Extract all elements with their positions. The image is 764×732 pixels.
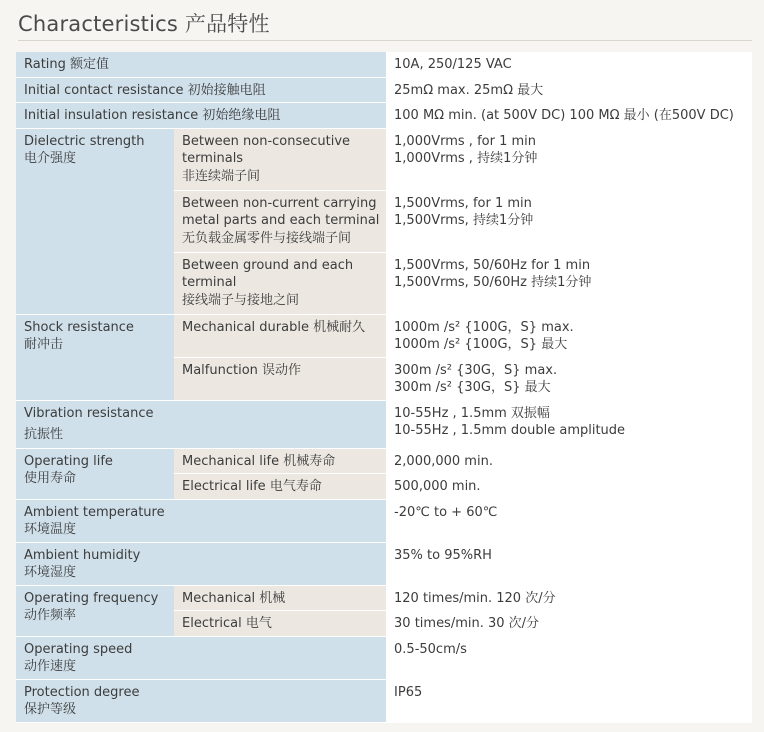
- rating-label: Rating 额定值: [16, 52, 386, 77]
- sub-label-line: Between ground and each: [182, 257, 354, 273]
- table-row: [16, 314, 752, 357]
- vibration-resistance-label: [16, 400, 386, 448]
- dielectric-sub-value: [386, 128, 752, 190]
- characteristics-table: [16, 52, 752, 723]
- life-sub-value: 2,000,000 min.: [386, 448, 752, 474]
- table-row: [16, 52, 752, 77]
- value-line: 1,500Vrms, 持续1分钟: [394, 213, 534, 228]
- value-line: 1,000Vrms , for 1 min: [394, 133, 536, 149]
- table-row: [16, 77, 752, 103]
- insulation-resistance-label: Initial insulation resistance 初始绝缘电阻: [16, 103, 386, 129]
- table-row: [16, 128, 752, 190]
- contact-resistance-label: Initial contact resistance 初始接触电阻: [16, 77, 386, 103]
- sub-label-line: metal parts and each terminal: [182, 213, 380, 228]
- value-line: 10-55Hz , 1.5mm double amplitude: [394, 423, 626, 438]
- table-row: [16, 448, 752, 474]
- shock-label-zh: 耐冲击: [24, 337, 64, 352]
- frequency-sub-value: 120 times/min. 120 次/分: [386, 585, 752, 611]
- humidity-label-en: Ambient humidity: [24, 547, 141, 563]
- value-line: 300m /s² {30G，S} 最大: [394, 380, 551, 395]
- value-line: 10-55Hz , 1.5mm 双振幅: [394, 405, 550, 421]
- sub-label-line: terminal: [182, 275, 237, 290]
- vibration-label-zh: 抗振性: [24, 427, 64, 442]
- vibration-label-en: Vibration resistance: [24, 405, 154, 421]
- value-line: 1,500Vrms, 50/60Hz 持续1分钟: [394, 275, 592, 290]
- table-row: [16, 400, 752, 448]
- table-row: [16, 636, 752, 679]
- table-row: [16, 679, 752, 722]
- value-line: 1,500Vrms, 50/60Hz for 1 min: [394, 257, 591, 273]
- life-sub-label: Mechanical life 机械寿命: [174, 448, 386, 474]
- dielectric-sub-value: [386, 252, 752, 314]
- vibration-resistance-value: [386, 400, 752, 448]
- speed-label-en: Operating speed: [24, 641, 133, 657]
- sub-label-line: 无负载金属零件与接线端子间: [182, 230, 352, 246]
- sub-label-line: Between non-current carrying: [182, 195, 377, 211]
- rating-value: 10A, 250/125 VAC: [386, 52, 752, 77]
- life-label-en: Operating life: [24, 453, 113, 469]
- ambient-temperature-label: [16, 499, 386, 542]
- life-label-zh: 使用寿命: [24, 471, 77, 486]
- temperature-label-en: Ambient temperature: [24, 504, 165, 520]
- shock-sub-value: [386, 314, 752, 357]
- dielectric-label-en: Dielectric strength: [24, 133, 145, 149]
- frequency-sub-value: 30 times/min. 30 次/分: [386, 611, 752, 637]
- frequency-sub-label: Mechanical 机械: [174, 585, 386, 611]
- table-row: [16, 542, 752, 585]
- frequency-label-zh: 动作频率: [24, 608, 77, 623]
- operating-speed-value: 0.5-50cm/s: [386, 636, 752, 679]
- contact-resistance-value: 25mΩ max. 25mΩ 最大: [386, 77, 752, 103]
- sub-label-line: terminals: [182, 151, 244, 166]
- value-line: 1,500Vrms, for 1 min: [394, 195, 532, 211]
- protection-degree-value: IP65: [386, 679, 752, 722]
- life-sub-value: 500,000 min.: [386, 474, 752, 500]
- protection-label-zh: 保护等级: [24, 702, 77, 717]
- life-sub-label: Electrical life 电气寿命: [174, 474, 386, 500]
- value-line: 1000m /s² {100G，S} max.: [394, 319, 574, 335]
- table-row: [16, 499, 752, 542]
- insulation-resistance-value: 100 MΩ min. (at 500V DC) 100 MΩ 最小 (在500V DC): [386, 103, 752, 129]
- shock-sub-label: Malfunction 误动作: [174, 357, 386, 400]
- temperature-label-zh: 环境温度: [24, 522, 77, 537]
- dielectric-sub-label: [174, 190, 386, 252]
- shock-resistance-label: [16, 314, 174, 400]
- frequency-sub-label: Electrical 电气: [174, 611, 386, 637]
- frequency-label-en: Operating frequency: [24, 590, 159, 606]
- operating-frequency-label: [16, 585, 174, 636]
- table-row: [16, 585, 752, 611]
- humidity-label-zh: 环境湿度: [24, 565, 77, 580]
- ambient-humidity-value: 35% to 95%RH: [386, 542, 752, 585]
- value-line: 1,000Vrms , 持续1分钟: [394, 151, 538, 166]
- value-line: 1000m /s² {100G，S} 最大: [394, 337, 568, 352]
- dielectric-strength-label: [16, 128, 174, 314]
- value-line: 300m /s² {30G，S} max.: [394, 362, 558, 378]
- dielectric-label-zh: 电介强度: [24, 151, 77, 166]
- operating-life-label: [16, 448, 174, 499]
- shock-label-en: Shock resistance: [24, 319, 134, 335]
- dielectric-sub-label: [174, 128, 386, 190]
- sub-label-line: 非连续端子间: [182, 168, 261, 184]
- title-divider: [18, 40, 752, 41]
- sub-label-line: 接线端子与接地之间: [182, 292, 300, 308]
- dielectric-sub-label: [174, 252, 386, 314]
- protection-label-en: Protection degree: [24, 684, 140, 700]
- operating-speed-label: [16, 636, 386, 679]
- shock-sub-value: [386, 357, 752, 400]
- speed-label-zh: 动作速度: [24, 659, 77, 674]
- page-title: Characteristics 产品特性: [18, 12, 270, 36]
- dielectric-sub-value: [386, 190, 752, 252]
- ambient-humidity-label: [16, 542, 386, 585]
- ambient-temperature-value: -20℃ to + 60℃: [386, 499, 752, 542]
- protection-degree-label: [16, 679, 386, 722]
- sub-label-line: Between non-consecutive: [182, 133, 351, 149]
- table-row: [16, 103, 752, 129]
- shock-sub-label: Mechanical durable 机械耐久: [174, 314, 386, 357]
